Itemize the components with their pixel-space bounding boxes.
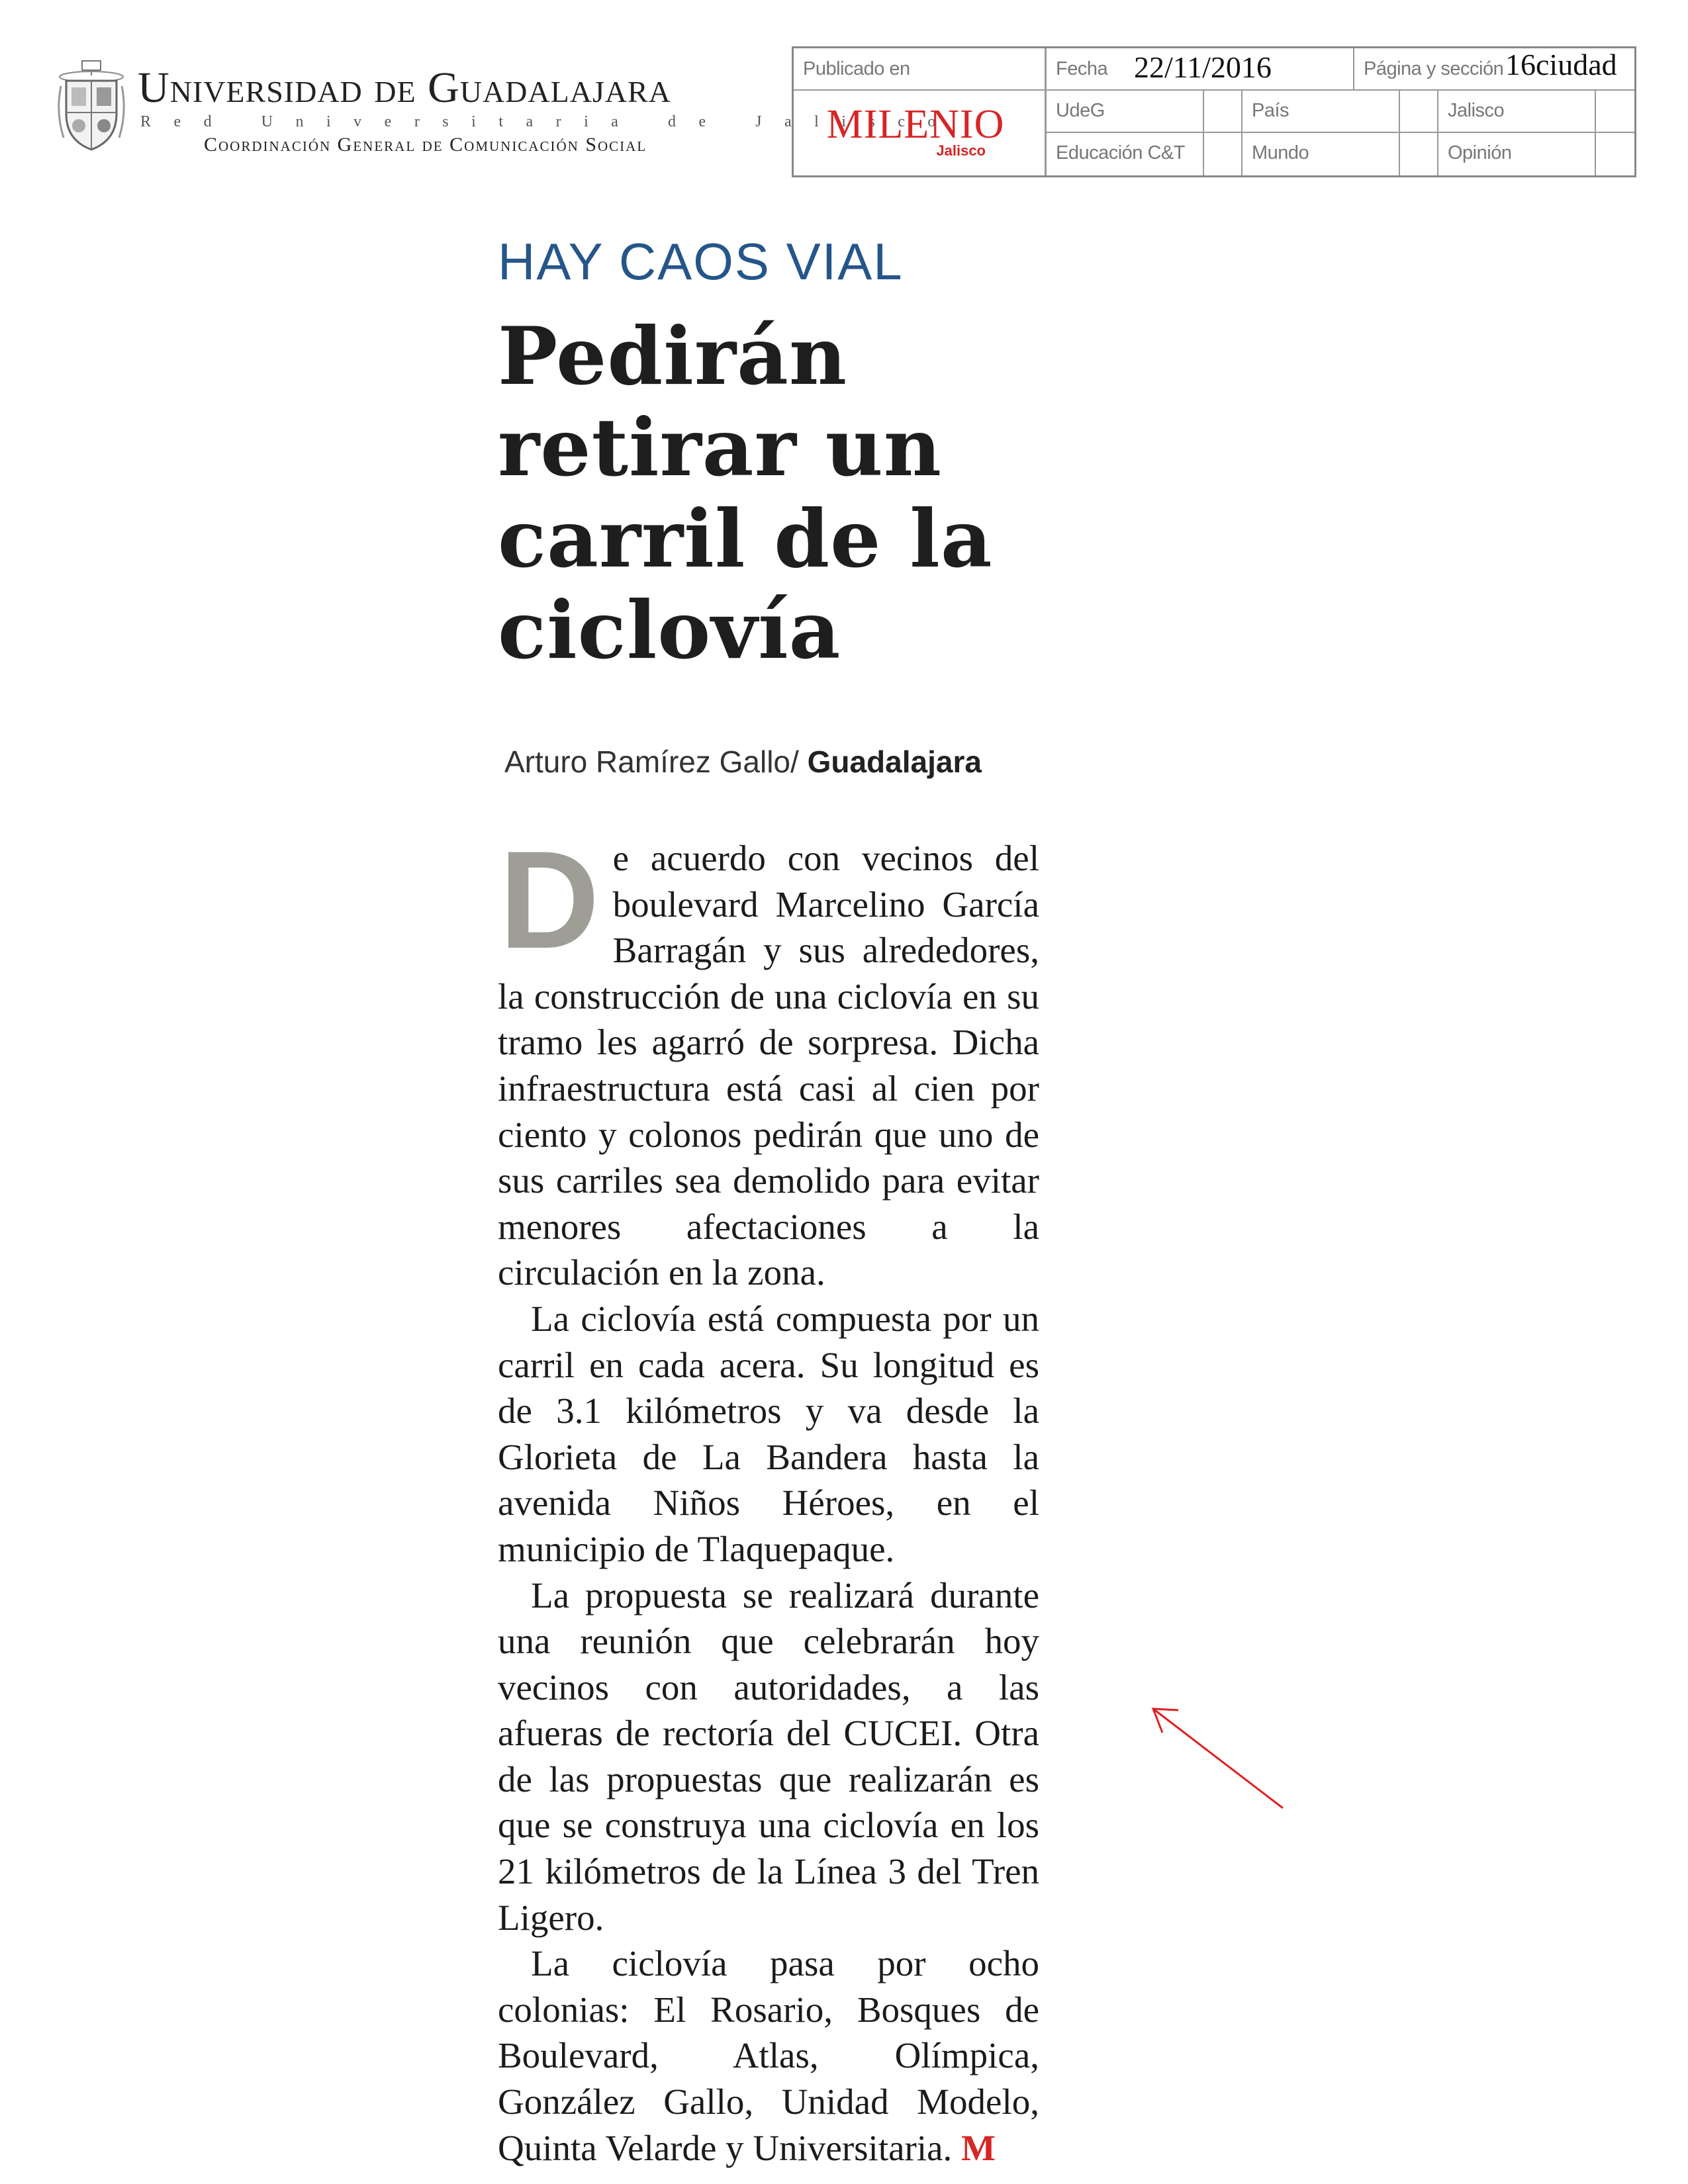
section-opinion: Opinión <box>1438 133 1596 175</box>
article-paragraph: La ciclovía pasa por ocho colonias: El Rosario, Bosques de Boulevard, Atlas, Olímpica, González Gallo, Unidad Modelo, Quinta Velarde y Universitaria. M <box>498 1943 1039 2168</box>
headline-line: ciclovía <box>498 584 841 677</box>
milenio-end-mark: M <box>961 2127 996 2168</box>
checkbox-opinion <box>1596 133 1634 175</box>
date-cell <box>1047 48 1354 91</box>
checkbox-mundo <box>1400 133 1438 175</box>
milenio-edition: Jalisco <box>936 142 986 159</box>
communication-coordination: Coordinación General de Comunicación Social <box>204 134 647 156</box>
section-educacion: Educación C&T <box>1047 133 1204 175</box>
milenio-logo-text: MILENIO <box>826 102 1005 147</box>
date-label: Fecha <box>1056 58 1108 79</box>
article-body <box>498 822 1039 2171</box>
headline-line: Pedirán <box>498 310 848 403</box>
section-pais: País <box>1243 91 1400 133</box>
university-network: Red Universitaria de Jalisco <box>140 113 959 130</box>
checkbox-jalisco <box>1596 91 1634 133</box>
article-byline <box>504 747 982 777</box>
article-paragraph: La ciclovía está compuesta por un carril en cada acera. Su longitud es de 3.1 kilómetros y va desde la Glorieta de La Bandera hasta la avenida Niños Héroes, en el municipio de Tlaquepaque. <box>498 1298 1039 1569</box>
byline-place: Guadalajara <box>807 745 982 779</box>
publication-info-table <box>792 46 1636 177</box>
checkbox-educacion <box>1204 133 1243 175</box>
date-value: 22/11/2016 <box>1134 50 1272 84</box>
page-section-value: 16ciudad <box>1505 48 1617 81</box>
page-section-label: Página y sección <box>1364 58 1504 79</box>
published-in-cell <box>794 48 1047 91</box>
article-headline <box>498 311 1041 676</box>
drop-cap: D <box>499 822 600 978</box>
university-crest-icon <box>57 60 126 152</box>
article-paragraph: De acuerdo con vecinos del boulevard Marcelino García Barragán y sus alrededores, la construcción de una ciclovía en su tramo les agarró de sorpresa. Dicha infraestructura está casi al cien por ciento y colonos pedirán que uno de sus carriles sea demolido para evitar menores afectaciones a la circulación en la zona. <box>498 822 1039 1293</box>
published-in-label: Publicado en <box>803 58 910 79</box>
article-kicker: HAY CAOS VIAL <box>498 232 904 291</box>
red-arrow-icon <box>1139 1694 1311 1840</box>
section-mundo: Mundo <box>1243 133 1400 175</box>
university-name: Universidad de Guadalajara <box>138 64 671 112</box>
headline-line: carril de la <box>498 492 993 586</box>
checkbox-pais <box>1400 91 1438 133</box>
section-udeg: UdeG <box>1047 91 1204 133</box>
section-jalisco: Jalisco <box>1438 91 1596 133</box>
newspaper-logo-cell <box>794 91 1047 175</box>
headline-line: retirar un <box>498 401 943 494</box>
article-paragraph: La propuesta se realizará durante una reunión que celebrarán hoy vecinos con autoridades, a las afueras de rectoría del CUCEI. Otra de las propuestas que realizarán es que se construya una ciclovía en los 21 kilómetros de la Línea 3 del Tren Ligero. <box>498 1574 1039 1938</box>
byline-author: Arturo Ramírez Gallo/ <box>504 745 799 779</box>
checkbox-udeg <box>1204 91 1243 133</box>
milenio-logo <box>823 104 1008 159</box>
page-section-cell <box>1354 48 1634 91</box>
